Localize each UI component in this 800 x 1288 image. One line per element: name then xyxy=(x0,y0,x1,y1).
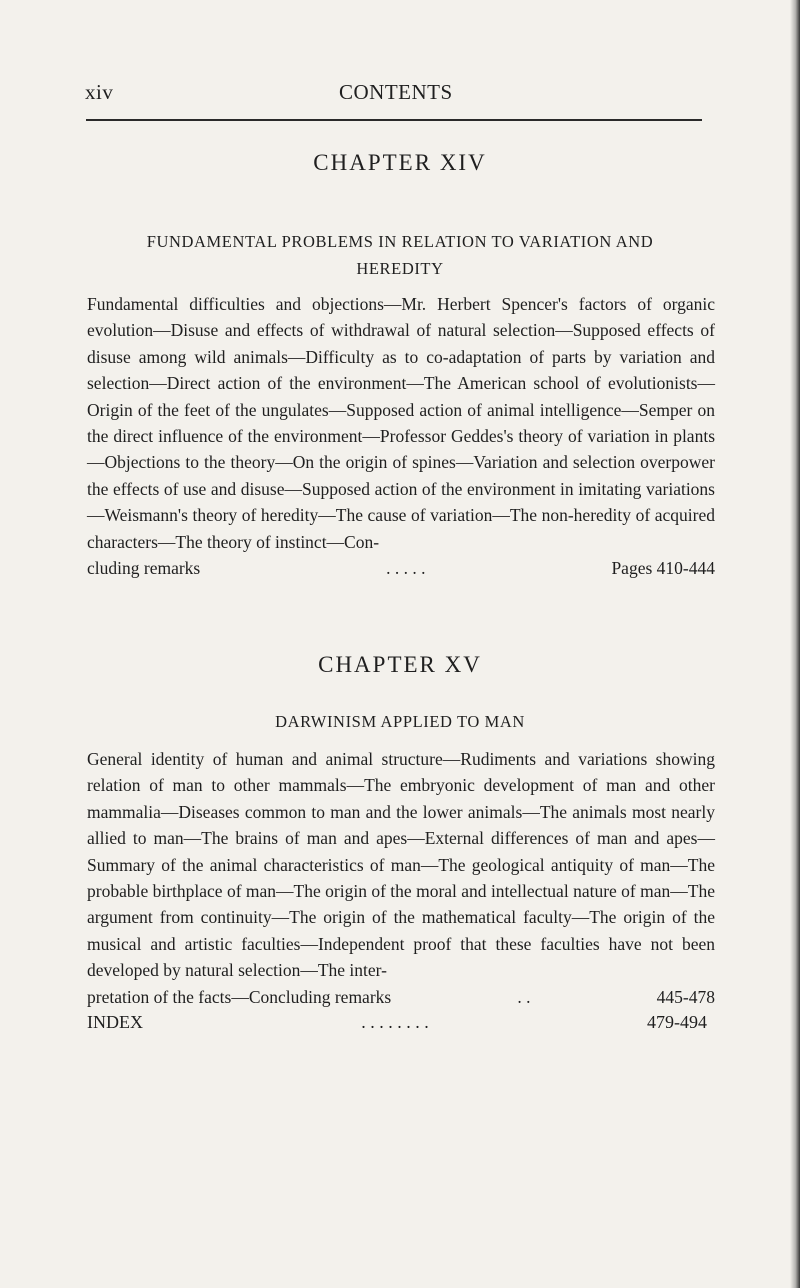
chapter-xv-summary-text: General identity of human and animal structure—Rudiments and variations showing relation of man to other mammals—The embryonic development of man and other mammalia—Diseases common to man and the lower animals—The animals most nearly allied to man—The brains of man and apes—External differences of man and apes—Summary of the animal characteristics of man—The geological antiquity of man—The probable birthplace of man—The origin of the moral and intellectual nature of man—The argument from continuity—The origin of the mathematical faculty—The origin of the musical and artistic faculties—Independent proof that these faculties have not been developed by natural selection—The inter- xyxy=(87,749,715,981)
chapter-xiv-summary-text: Fundamental difficulties and objections—Mr. Herbert Spencer's factors of organic evolution—Disuse and effects of withdrawal of natural selection—Supposed effects of disuse among wild animals—Difficulty as to co-adaptation of parts by variation and selection—Direct action of the environment—The American school of evolutionists—Origin of the feet of the ungulates—Supposed action of animal intelligence—Semper on the direct influence of the environment—Professor Geddes's theory of variation in plants—Objections to the theory—On the origin of spines—Variation and selection overpower the effects of use and disuse—Supposed action of the environment in imitating variations—Weismann's theory of heredity—The cause of variation—The non-heredity of acquired characters—The theory of instinct—Con- xyxy=(87,294,715,552)
page-edge-shadow xyxy=(790,0,800,1288)
chapter-xiv-pages: Pages 410-444 xyxy=(611,558,715,579)
page-folio: xiv xyxy=(85,80,114,104)
index-label: INDEX xyxy=(87,1012,143,1032)
chapter-xv-summary-last-line xyxy=(87,984,715,1010)
chapter-xv-subtitle: DARWINISM APPLIED TO MAN xyxy=(275,712,525,731)
running-head xyxy=(85,80,710,108)
chapter-xiv-leader: . . . . . xyxy=(386,558,426,579)
chapter-xiv-summary-end: cluding remarks xyxy=(87,558,201,579)
chapter-xv-pages: 445-478 xyxy=(656,986,715,1007)
index-leader: . . . . . . . . xyxy=(361,1012,429,1032)
chapter-xv-summary-end: pretation of the facts—Concluding remarks xyxy=(87,986,392,1007)
running-head-title: CONTENTS xyxy=(339,80,453,104)
chapter-xv-summary xyxy=(87,746,715,1010)
chapter-xiv-heading: CHAPTER XIV xyxy=(313,150,487,175)
index-entry xyxy=(87,1012,707,1033)
index-pages: 479-494 xyxy=(647,1012,707,1032)
chapter-xv-leader: . . xyxy=(517,986,531,1007)
chapter-xiv-summary xyxy=(87,291,715,581)
header-rule xyxy=(86,119,702,121)
chapter-xiv-subtitle: FUNDAMENTAL PROBLEMS IN RELATION TO VARIATION AND HEREDITY xyxy=(146,232,654,278)
chapter-xiv-summary-last-line xyxy=(87,555,715,581)
chapter-xv-heading: CHAPTER XV xyxy=(318,652,482,677)
